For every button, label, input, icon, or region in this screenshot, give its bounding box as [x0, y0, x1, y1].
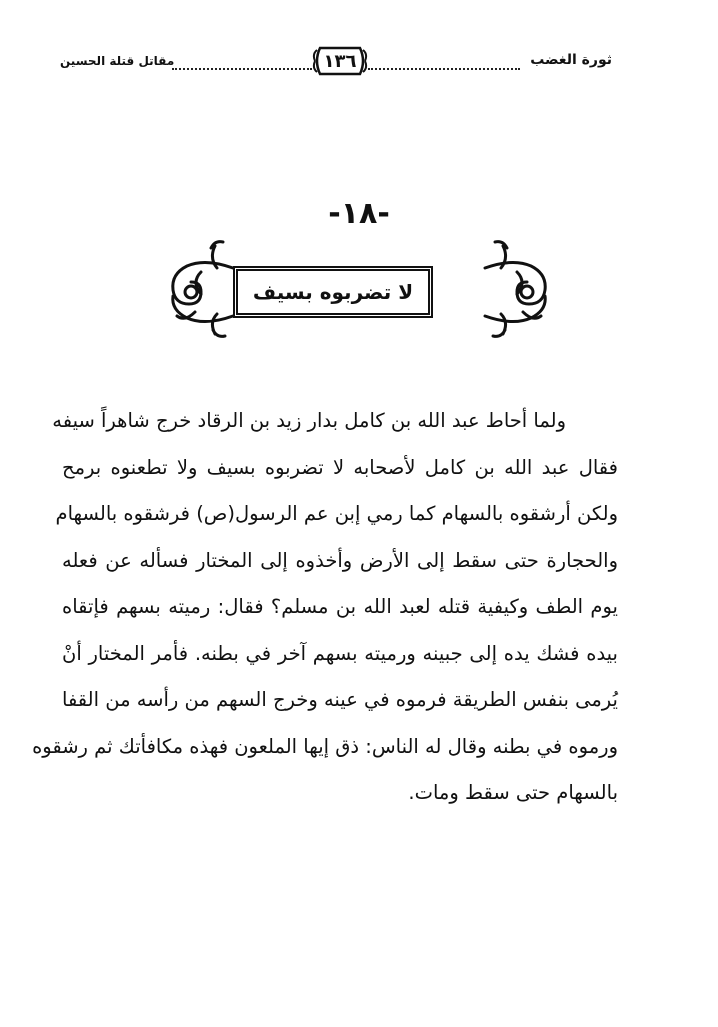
page-number: ١٣٦	[323, 51, 357, 72]
chapter-title-box	[233, 266, 433, 318]
text-line: ولكن أرشقوه بالسهام كما رمي إبن عم الرسول(ص) فرشقوه بالسهام	[55, 502, 618, 525]
text-line: ورموه في بطنه وقال له الناس: ذق إيها الملعون فهذه مكافأتك ثم رشقوه	[32, 734, 618, 758]
leader-dots	[368, 54, 520, 70]
chapter-number: -١٨-	[328, 196, 390, 231]
section-title: مقاتل قتلة الحسين	[60, 54, 175, 68]
text-line: يوم الطف وكيفية قتله لعبد الله بن مسلم؟ فقال: رميته بسهم فإتقاه	[62, 595, 618, 618]
text-line: بيده فشك يده إلى جبينه ورميته بسهم آخر في بطنه. فأمر المختار أنْ	[62, 641, 618, 665]
leader-dots	[172, 54, 312, 70]
chapter-title-ornament	[165, 238, 553, 338]
body-paragraph	[32, 398, 618, 817]
text-line: بالسهام حتى سقط ومات.	[408, 781, 618, 804]
book-title: ثورة الغضب	[530, 52, 612, 68]
chapter-title: لا تضربوه بسيف	[252, 280, 414, 304]
text-line: والحجارة حتى سقط إلى الأرض وأخذوه إلى المختار فسأله عن فعله	[62, 548, 618, 572]
text-line: ولما أحاط عبد الله بن كامل بدار زيد بن الرقاد خرج شاهراً سيفه	[52, 409, 566, 432]
text-line: يُرمى بنفس الطريقة فرموه في عينه وخرج السهم من رأسه من القفا	[62, 688, 618, 711]
running-header	[60, 44, 612, 80]
page-number-frame	[312, 44, 368, 78]
text-line: فقال عبد الله بن كامل لأصحابه لا تضربوه بسيف ولا تطعنوه برمح	[62, 455, 618, 479]
